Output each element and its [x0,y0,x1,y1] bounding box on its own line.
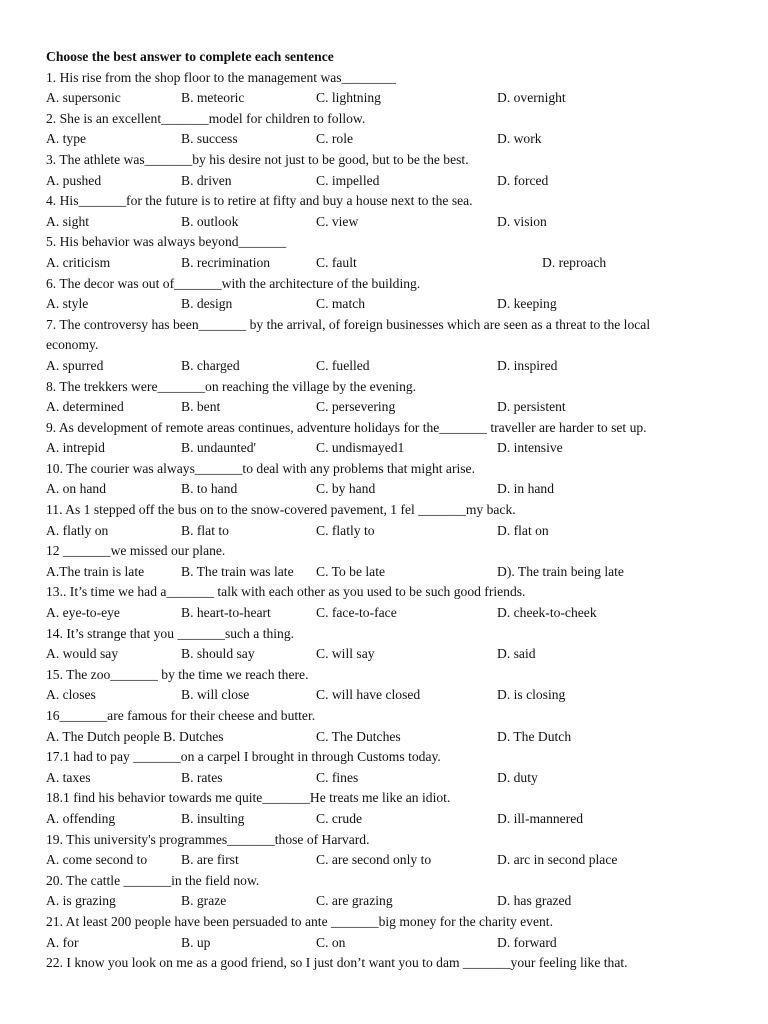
answer-options [46,479,736,500]
answer-option-a[interactable]: A. taxes [46,769,91,785]
answer-option-d[interactable]: D. flat on [497,522,549,538]
question-text: 18.1 find his behavior towards me quite_______He treats me like an idiot. [46,790,451,806]
answer-option-c[interactable]: C. will say [316,646,375,662]
answer-options [46,603,736,624]
answer-option-c[interactable]: C. by hand [316,481,376,497]
question-text: 15. The zoo_______ by the time we reach there. [46,666,309,682]
answer-option-a[interactable]: A. is grazing [46,893,116,909]
question-text: 16_______are famous for their cheese and butter. [46,708,316,723]
answer-option-a[interactable]: A. would say [46,646,119,662]
question-text: 19. This university's programmes_______those of Harvard. [46,831,370,847]
answer-option-d[interactable]: D. vision [497,213,547,229]
answer-option-d[interactable]: D. inspired [497,357,558,373]
question-text: 17.1 had to pay _______on a carpel I brought in through Customs today. [46,749,441,765]
answer-option-a[interactable]: A. pushed [46,172,102,188]
answer-option-c[interactable]: C. role [316,131,353,147]
answer-option-c[interactable]: C. persevering [316,399,396,415]
answer-option-b[interactable]: B. recrimination [181,254,271,270]
answer-option-a[interactable]: A. style [46,296,89,312]
answer-options [46,397,736,418]
question-text: 10. The courier was always_______to deal with any problems that might arise. [46,460,475,476]
answer-options [46,521,736,542]
answer-option-c[interactable]: C. impelled [316,172,380,188]
answer-option-a[interactable]: A. offending [46,810,116,826]
answer-options [46,809,736,830]
answer-option-c[interactable]: C. lightning [316,90,381,106]
answer-options [46,933,736,954]
answer-option-c[interactable]: C. To be late [316,563,386,579]
answer-option-b[interactable]: B. success [181,131,238,147]
question-text: 13.. It’s time we had a_______ talk with each other as you used to be such good friends. [46,584,526,600]
worksheet [46,47,736,974]
question-text: 8. The trekkers were_______on reaching the village by the evening. [46,378,417,394]
answer-option-a[interactable]: A. intrepid [46,440,105,456]
answer-option-c[interactable]: C. view [316,213,359,229]
answer-option-d[interactable]: D. intensive [497,440,563,456]
answer-option-b[interactable]: B. up [181,934,211,950]
answer-option-b[interactable]: B. insulting [181,810,245,826]
question-text: 7. The controversy has been_______ by the arrival, of foreign businesses which are seen as a threat to the local [46,316,651,332]
answer-option-c[interactable]: C. match [316,296,366,312]
answer-option-d[interactable]: D. in hand [497,481,555,497]
question-text: 9. As development of remote areas continues, adventure holidays for the_______ traveller are harder to set up. [46,419,647,435]
answer-options [46,294,736,315]
answer-options [46,562,736,583]
answer-option-a[interactable]: A. supersonic [46,90,121,106]
worksheet-title: Choose the best answer to complete each sentence [46,49,334,64]
answer-options [46,438,736,459]
answer-option-a[interactable]: A. sight [46,213,90,229]
answer-option-a[interactable]: A. criticism [46,254,111,270]
answer-option-b[interactable]: B. driven [181,172,232,188]
answer-option-c[interactable]: C. fault [316,254,357,270]
answer-option-d[interactable]: D. reproach [542,254,607,270]
answer-option-a[interactable]: A. flatly on [46,522,109,538]
answer-option-a[interactable]: A. come second to [46,852,148,868]
answer-option-d[interactable]: D. said [497,646,536,662]
answer-option-b[interactable]: B. bent [181,399,221,415]
answer-option-b[interactable]: B. to hand [181,481,238,497]
question-text: 4. His_______for the future is to retire at fifty and buy a house next to the sea. [46,193,473,209]
answer-option-d[interactable]: D. forward [497,934,557,950]
answer-options [46,768,736,789]
answer-option-d[interactable]: D. overnight [497,90,566,106]
answer-option-c[interactable]: C. flatly to [316,522,375,538]
answer-options [46,685,736,706]
answer-option-b[interactable]: B. graze [181,893,227,909]
question-text: 2. She is an excellent_______model for children to follow. [46,110,366,126]
answer-option-a[interactable]: A. determined [46,399,124,415]
answer-options [46,129,736,150]
answer-options [46,891,736,912]
answer-option-b[interactable]: B. undaunted' [181,440,256,456]
question-text: 1. His rise from the shop floor to the management was________ [46,69,396,85]
answer-option-a[interactable]: A. on hand [46,481,107,497]
answer-options [46,850,736,871]
answer-option-b[interactable]: B. meteoric [181,90,245,106]
answer-option-c[interactable]: C. are grazing [316,893,393,909]
answer-option-a[interactable]: A.The train is late [46,563,145,579]
answer-option-d[interactable]: D. The Dutch [497,728,572,744]
answer-option-b[interactable]: B. design [181,296,233,312]
answer-option-b[interactable]: B. will close [181,687,250,703]
question-text: 11. As 1 stepped off the bus on to the snow-covered pavement, 1 fel _______my back. [46,502,516,518]
answer-option-b[interactable]: B. flat to [181,522,229,538]
answer-option-a[interactable]: A. for [46,934,79,950]
question-text-continued: economy. [46,337,99,353]
answer-option-c[interactable]: C. fuelled [316,357,370,373]
answer-options [46,88,736,109]
answer-option-a[interactable]: A. eye-to-eye [46,605,120,621]
answer-option-d[interactable]: D. keeping [497,296,557,312]
answer-options [46,253,736,274]
answer-option-d[interactable]: D. is closing [497,687,566,703]
answer-option-c[interactable]: C. face-to-face [316,605,397,621]
question-text: 21. At least 200 people have been persuaded to ante _______big money for the charity event. [46,913,553,929]
question-text: 14. It’s strange that you _______such a thing. [46,625,295,641]
answer-option-d[interactable]: D. has grazed [497,893,572,909]
answer-option-d[interactable]: D. duty [497,769,538,785]
answer-option-b[interactable]: B. The train was late [181,563,294,579]
answer-option-d[interactable]: D. work [497,131,542,147]
answer-option-c[interactable]: C. on [316,934,346,950]
question-text: 12 _______we missed our plane. [46,543,226,559]
answer-option-c[interactable]: C. The Dutches [316,728,401,744]
answer-options [46,644,736,665]
answer-options [46,727,736,748]
answer-option-b[interactable]: B. rates [181,769,223,785]
answer-options [46,356,736,377]
answer-option-d[interactable]: D. forced [497,172,549,188]
answer-option-d[interactable]: D. arc in second place [497,852,618,868]
answer-options [46,171,736,192]
answer-option-b[interactable]: B. heart-to-heart [181,605,271,621]
answer-option-d[interactable]: D. ill-mannered [497,810,584,826]
answer-option-c[interactable]: C. crude [316,810,363,826]
question-list [46,68,736,974]
answer-option-d[interactable]: D). The train being late [497,563,624,579]
answer-option-b[interactable]: B. charged [181,357,240,373]
answer-option-a[interactable]: A. type [46,131,87,147]
question-text: 6. The decor was out of_______with the architecture of the building. [46,275,421,291]
question-text: 22. I know you look on me as a good friend, so I just don’t want you to dam _______your feeling like that. [46,955,628,971]
answer-option-b[interactable]: B. are first [181,852,239,868]
answer-option-c[interactable]: C. undismayed1 [316,440,405,456]
answer-option-c[interactable]: C. will have closed [316,687,421,703]
answer-option-b[interactable]: B. should say [181,646,255,662]
answer-option-b[interactable]: B. outlook [181,213,239,229]
answer-option-a[interactable]: A. spurred [46,357,104,373]
answer-options [46,212,736,233]
answer-option-c[interactable]: C. fines [316,769,359,785]
answer-option-c[interactable]: C. are second only to [316,852,432,868]
answer-option-a[interactable]: A. closes [46,687,96,703]
answer-option-d[interactable]: D. cheek-to-cheek [497,605,597,621]
answer-option-d[interactable]: D. persistent [497,399,566,415]
question-text: 5. His behavior was always beyond_______ [46,234,287,250]
answer-option-a[interactable]: A. The Dutch people B. Dutches [46,728,224,744]
question-text: 20. The cattle _______in the field now. [46,872,260,888]
question-text: 3. The athlete was_______by his desire not just to be good, but to be the best. [46,151,469,167]
